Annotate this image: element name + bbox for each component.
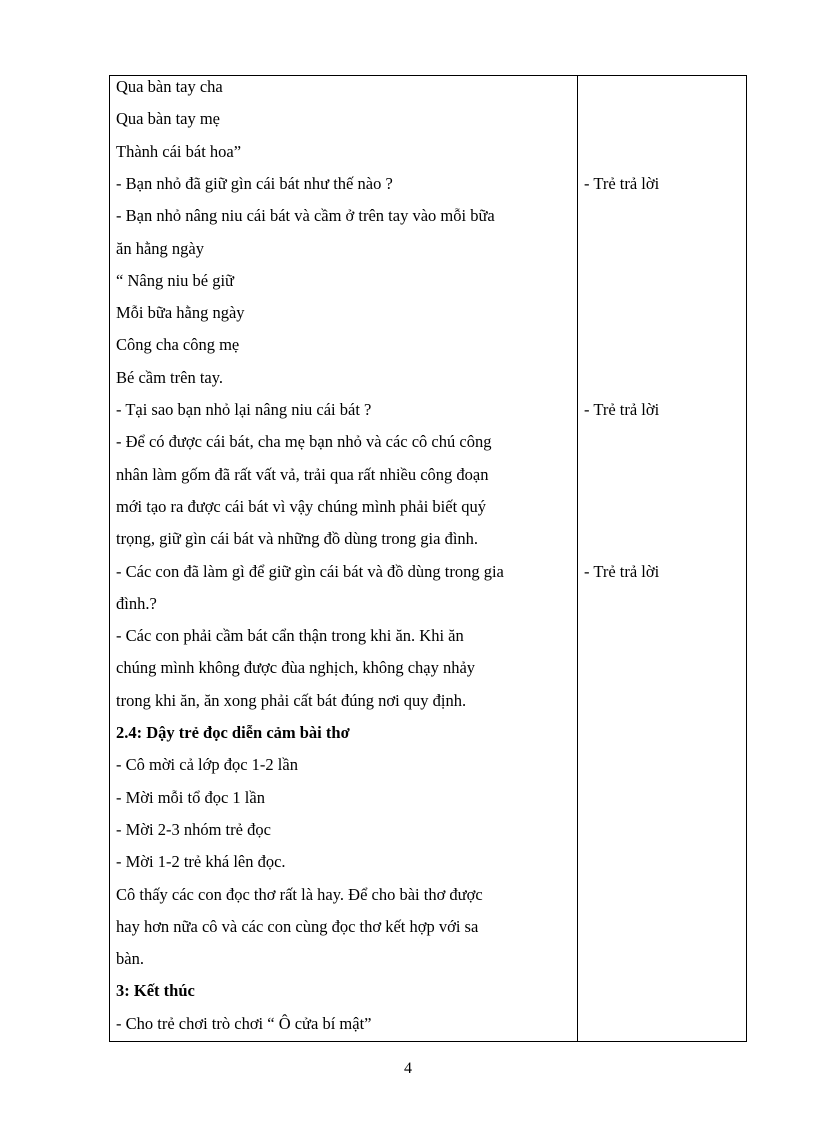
section-heading: 2.4: Dậy trẻ đọc diễn cảm bài thơ xyxy=(116,723,350,742)
text-line: - Bạn nhỏ nâng niu cái bát và cầm ở trên tay vào mỗi bữa xyxy=(116,206,495,226)
text-line: Cô thấy các con đọc thơ rất là hay. Để cho bài thơ được xyxy=(116,884,483,904)
text-line: - Cho trẻ chơi trò chơi “ Ô cửa bí mật” xyxy=(116,1013,372,1033)
lesson-table xyxy=(109,75,747,1042)
text-line: Công cha công mẹ xyxy=(116,335,240,355)
child-response-text: - Trẻ trả lời xyxy=(584,400,660,419)
text-line: Qua bàn tay cha xyxy=(116,77,223,96)
text-line: “ Nâng niu bé giữ xyxy=(116,270,234,290)
section-heading: 3: Kết thúc xyxy=(116,981,195,1001)
text-line: - Để có được cái bát, cha mẹ bạn nhỏ và các cô chú công xyxy=(116,432,492,452)
text-line: - Tại sao bạn nhỏ lại nâng niu cái bát ? xyxy=(116,400,372,419)
text-line: mới tạo ra được cái bát vì vậy chúng mình phải biết quý xyxy=(116,496,487,516)
text-line: - Mời mỗi tổ đọc 1 lần xyxy=(116,787,265,807)
text-line: - Các con đã làm gì để giữ gìn cái bát và đồ dùng trong gia xyxy=(116,561,504,581)
text-line: Bé cầm trên tay. xyxy=(116,367,224,387)
column-divider xyxy=(577,76,578,1041)
text-line: trong khi ăn, ăn xong phải cất bát đúng nơi quy định. xyxy=(116,690,467,710)
child-response-text: - Trẻ trả lời xyxy=(584,173,660,193)
text-line: - Mời 1-2 trẻ khá lên đọc. xyxy=(116,852,286,872)
text-line: - Cô mời cả lớp đọc 1-2 lần xyxy=(116,755,298,775)
text-line: - Các con phải cầm bát cẩn thận trong khi ăn. Khi ăn xyxy=(116,626,464,646)
text-line: bàn. xyxy=(116,949,144,969)
child-response-text: - Trẻ trả lời xyxy=(584,561,660,581)
text-line: - Bạn nhỏ đã giữ gìn cái bát như thế nào ? xyxy=(116,173,393,193)
text-line: nhân làm gốm đã rất vất vả, trải qua rất nhiều công đoạn xyxy=(116,464,489,484)
text-line: trọng, giữ gìn cái bát và những đồ dùng trong gia đình. xyxy=(116,529,479,549)
text-line: ăn hằng ngày xyxy=(116,238,204,258)
text-line: hay hơn nữa cô và các con cùng đọc thơ kết hợp với sa xyxy=(116,916,479,936)
text-line: - Mời 2-3 nhóm trẻ đọc xyxy=(116,819,271,839)
text-line: chúng mình không được đùa nghịch, không chạy nhảy xyxy=(116,658,476,678)
text-line: đình.? xyxy=(116,593,157,613)
text-line: Qua bàn tay mẹ xyxy=(116,109,221,129)
text-line: Mỗi bữa hằng ngày xyxy=(116,303,245,323)
text-line: Thành cái bát hoa” xyxy=(116,141,242,161)
page-number: 4 xyxy=(404,1060,412,1077)
